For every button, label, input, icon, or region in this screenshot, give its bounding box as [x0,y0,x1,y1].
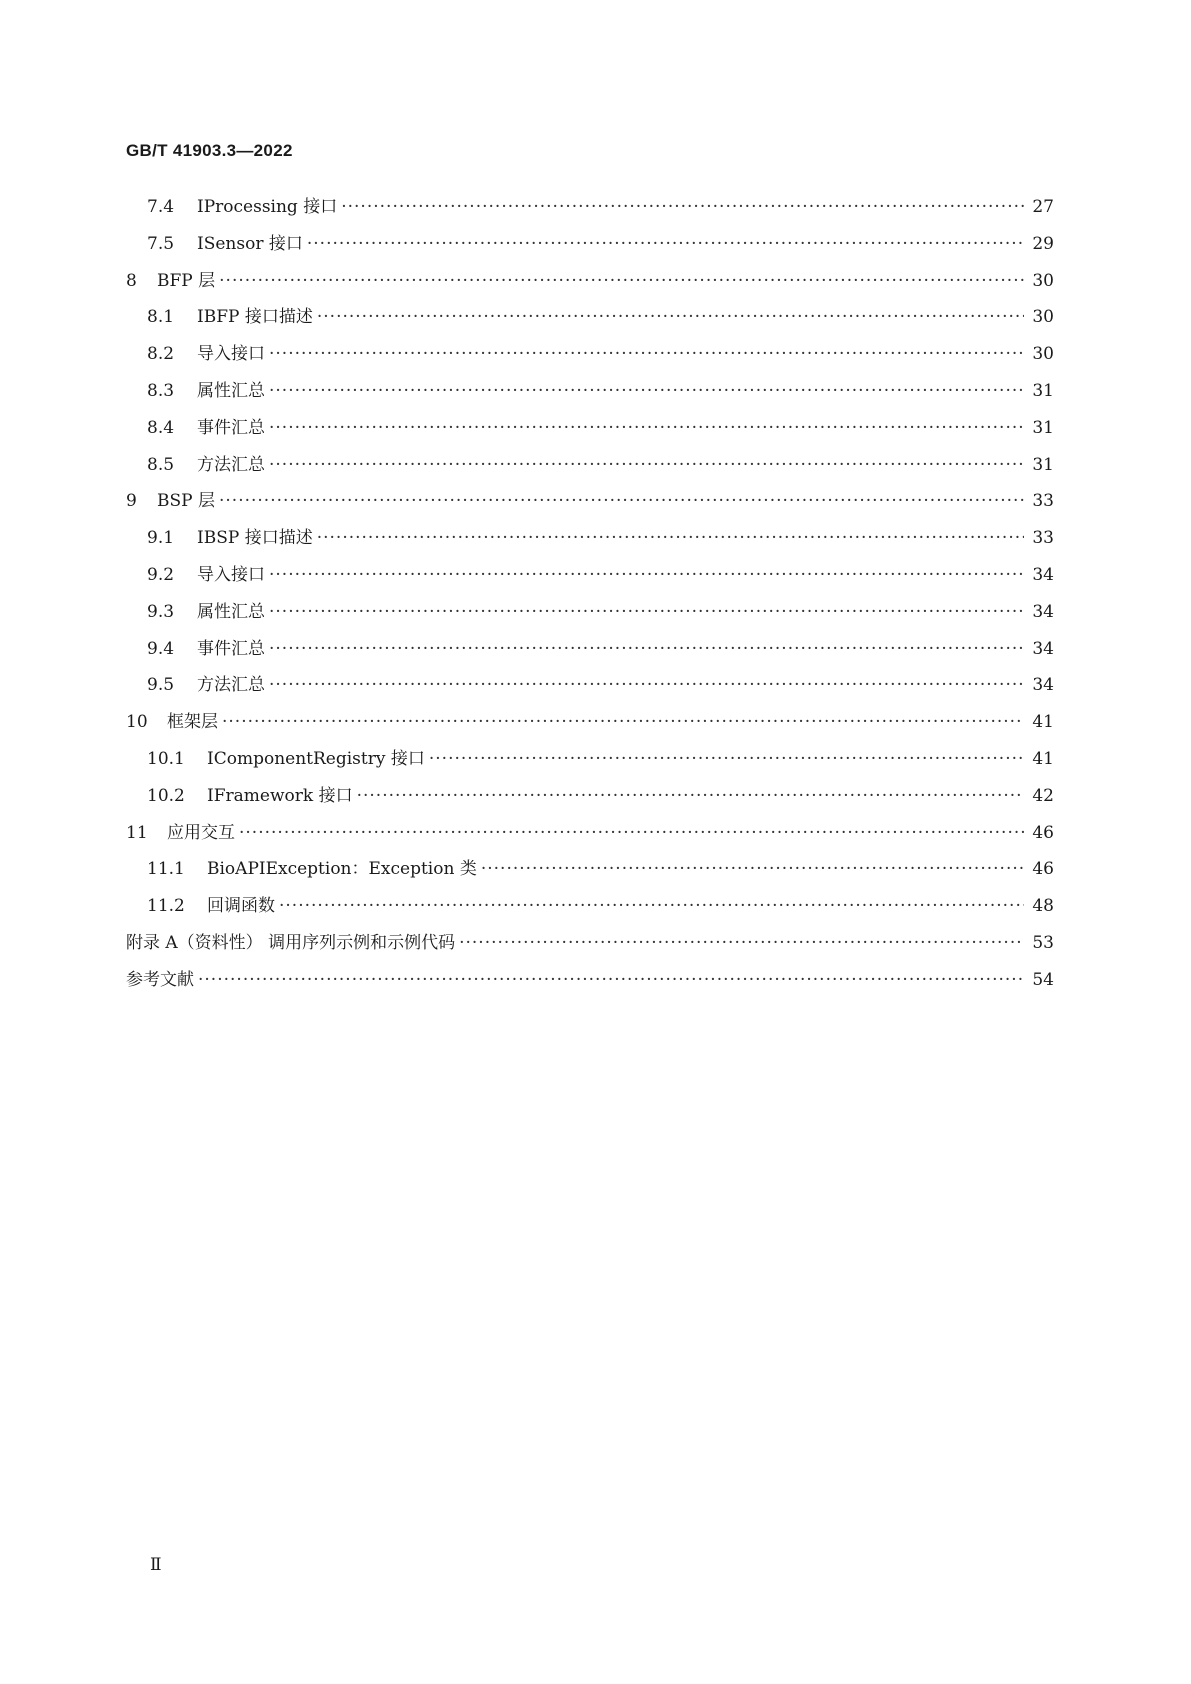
toc-entry-number: 8.5 [147,454,175,475]
toc-entry-number: 10 [126,712,148,733]
dot-leader [269,565,1024,585]
dot-leader [481,859,1024,879]
toc-entry-title: 导入接口 [197,564,265,585]
toc-entry-title: IComponentRegistry 接口 [207,748,425,769]
toc-entry-9-5[interactable] [126,670,1054,707]
toc-entry-page: 53 [1032,932,1054,953]
toc-entry-page: 34 [1032,564,1054,585]
toc-entry-number: 11 [126,822,148,843]
toc-entry-page: 34 [1032,601,1054,622]
toc-entry-title: BSP 层 [157,491,215,512]
toc-entry-number: 8.2 [147,344,175,365]
table-of-contents [126,192,1054,1002]
toc-entry-number: 8 [126,270,137,291]
toc-entry-page: 46 [1032,822,1054,843]
toc-entry-page: 30 [1032,307,1054,328]
dot-leader [269,639,1024,659]
toc-entry-8-1[interactable] [126,302,1054,339]
toc-entry-7-5[interactable] [126,229,1054,266]
dot-leader [357,786,1024,806]
toc-entry-number: 8.3 [147,380,175,401]
dot-leader [198,970,1024,990]
toc-entry-title: BioAPIException：Exception 类 [207,859,477,880]
toc-entry-title: 导入接口 [197,344,265,365]
dot-leader [269,455,1024,475]
toc-entry-number: 10.2 [147,785,185,806]
toc-entry-title: IFramework 接口 [207,785,353,806]
toc-entry-8-5[interactable] [126,450,1054,487]
toc-entry-11[interactable] [126,818,1054,855]
toc-entry-page: 46 [1032,859,1054,880]
page-number: Ⅱ [150,1555,162,1575]
toc-entry-page: 31 [1032,454,1054,475]
dot-leader [239,823,1024,843]
toc-entry-page: 48 [1032,896,1054,917]
toc-entry-page: 41 [1032,712,1054,733]
toc-entry-title: 事件汇总 [197,417,265,438]
toc-entry-8[interactable] [126,266,1054,303]
dot-leader [269,675,1024,695]
toc-entry-page: 31 [1032,380,1054,401]
toc-entry-page: 31 [1032,417,1054,438]
toc-entry-9-1[interactable] [126,523,1054,560]
toc-entry-number: 9.5 [147,675,175,696]
toc-entry-number: 7.5 [147,233,175,254]
toc-entry-title: 方法汇总 [197,675,265,696]
toc-entry-title: BFP 层 [157,270,216,291]
toc-entry-page: 33 [1032,528,1054,549]
toc-entry-page: 34 [1032,675,1054,696]
dot-leader [269,381,1024,401]
toc-entry-title: 回调函数 [207,896,275,917]
toc-entry-title: 附录 A（资料性） 调用序列示例和示例代码 [126,932,456,953]
dot-leader [341,197,1024,217]
toc-entry-11-2[interactable] [126,891,1054,928]
dot-leader [269,418,1024,438]
dot-leader [459,933,1024,953]
toc-entry-9-2[interactable] [126,560,1054,597]
toc-entry-page: 34 [1032,638,1054,659]
toc-entry-number: 9.4 [147,638,175,659]
toc-entry-page: 41 [1032,748,1054,769]
toc-entry-page: 54 [1032,969,1054,990]
toc-entry-number: 9.2 [147,564,175,585]
toc-entry-10-2[interactable] [126,781,1054,818]
toc-entry-10[interactable] [126,707,1054,744]
toc-entry-number: 11.2 [147,896,185,917]
toc-entry-number: 9.3 [147,601,175,622]
toc-entry-title: IProcessing 接口 [197,197,338,217]
toc-entry-number: 8.1 [147,307,175,328]
document-id: GB/T 41903.3—2022 [126,141,293,160]
toc-entry-number: 9 [126,491,137,512]
toc-entry-10-1[interactable] [126,744,1054,781]
dot-leader [269,602,1024,622]
toc-entry-8-2[interactable] [126,339,1054,376]
toc-entry-title: ISensor 接口 [197,233,303,254]
toc-entry-title: 参考文献 [126,969,194,990]
toc-entry-11-1[interactable] [126,854,1054,891]
toc-entry-7-4[interactable] [126,192,1054,229]
toc-entry-title: 属性汇总 [197,601,265,622]
dot-leader [317,307,1024,327]
dot-leader [317,528,1024,548]
toc-entry-title: 应用交互 [167,822,235,843]
dot-leader [219,271,1024,291]
dot-leader [279,896,1024,916]
toc-entry-title: 属性汇总 [197,380,265,401]
dot-leader [222,712,1024,732]
dot-leader [307,234,1024,254]
dot-leader [429,749,1024,769]
toc-entry-page: 33 [1032,491,1054,512]
toc-entry-appendix-a[interactable] [126,928,1054,965]
toc-entry-number: 9.1 [147,528,175,549]
toc-entry-page: 30 [1032,344,1054,365]
dot-leader [219,491,1024,511]
toc-entry-number: 7.4 [147,197,175,217]
toc-entry-title: 事件汇总 [197,638,265,659]
toc-entry-8-3[interactable] [126,376,1054,413]
toc-entry-number: 11.1 [147,859,185,880]
toc-entry-title: 方法汇总 [197,454,265,475]
toc-entry-number: 8.4 [147,417,175,438]
toc-entry-8-4[interactable] [126,413,1054,450]
toc-entry-9-3[interactable] [126,597,1054,634]
toc-entry-9[interactable] [126,486,1054,523]
toc-entry-title: IBSP 接口描述 [197,528,313,549]
dot-leader [269,344,1024,364]
toc-entry-page: 29 [1032,233,1054,254]
toc-entry-page: 42 [1032,785,1054,806]
toc-entry-bibliography[interactable] [126,965,1054,1002]
toc-entry-9-4[interactable] [126,634,1054,671]
toc-entry-page: 30 [1032,270,1054,291]
toc-entry-number: 10.1 [147,748,185,769]
toc-entry-page: 27 [1032,197,1054,217]
toc-entry-title: IBFP 接口描述 [197,307,313,328]
toc-entry-title: 框架层 [167,712,218,733]
